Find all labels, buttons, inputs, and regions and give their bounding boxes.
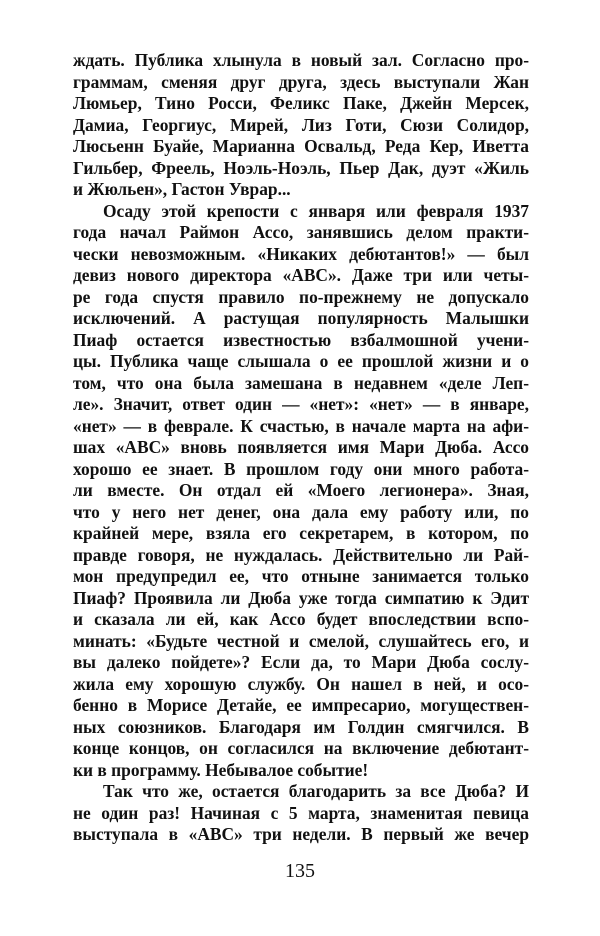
text-line: что у него нет денег, она дала ему работу или, по: [73, 501, 529, 522]
text-line: том, что она была замешана в недавнем «деле Леп-: [73, 372, 529, 393]
text-line: бенно в Морисе Детайе, ее импресарио, могуществен-: [73, 695, 529, 715]
text-line: Люмьер, Тино Росси, Феликс Паке, Джейн Мерсек,: [73, 93, 529, 113]
paragraph: [73, 781, 529, 846]
text-line: и сказала ли ей, как Ассо будет впоследствии вспо-: [73, 609, 529, 629]
text-line: конце концов, он согласился на включение дебютант-: [73, 738, 529, 758]
text-line: исключений. А растущая популярность Малышки: [73, 308, 529, 328]
text-line: и Жюльен», Гастон Уврар...: [73, 179, 291, 199]
text-line: ле». Значит, ответ один — «нет»: «нет» — в январе,: [73, 394, 529, 414]
text-line: девиз нового директора «АВС». Даже три или четы-: [73, 265, 529, 285]
text-line: цы. Публика чаще слышала о ее прошлой жизни и о: [73, 351, 529, 371]
text-line: ных союзников. Благодаря им Голдин смягчился. В: [73, 716, 529, 737]
text-line: граммам, сменяя друг друга, здесь выступали Жан: [73, 71, 529, 92]
text-line: Осаду этой крепости с января или февраля 1937: [103, 200, 529, 221]
text-line: шах «АВС» вновь появляется имя Мари Дюба. Ассо: [73, 437, 529, 457]
text-line: года начал Раймон Ассо, занявшись делом практи-: [73, 222, 529, 242]
text-line: Пиаф? Проявила ли Дюба уже тогда симпатию к Эдит: [73, 587, 529, 608]
text-line: ли вместе. Он отдал ей «Моего легионера». Зная,: [73, 480, 529, 500]
text-line: выступала в «АВС» три недели. В первый же вечер: [73, 824, 529, 844]
paragraph: [73, 50, 529, 201]
text-line: не один раз! Начиная с 5 марта, знаменитая певица: [73, 802, 529, 823]
paragraph: [73, 201, 529, 782]
text-line: Так что же, остается благодарить за все Дюба? И: [103, 781, 529, 801]
text-line: жила ему хорошую службу. Он нашел в ней, и осо-: [73, 673, 529, 694]
text-line: правде говоря, не нуждалась. Действительно ли Рай-: [73, 544, 529, 565]
text-line: чески невозможным. «Никаких дебютантов!» — был: [73, 243, 529, 264]
text-line: Гильбер, Фреель, Ноэль-Ноэль, Пьер Дак, дуэт «Жиль: [73, 157, 529, 178]
text-line: хорошо ее знает. В прошлом году они много работа-: [73, 458, 529, 479]
text-line: Дамиа, Георгиус, Мирей, Лиз Готи, Сюзи Солидор,: [73, 114, 529, 135]
text-line: вы далеко пойдете»? Если да, то Мари Дюба сослу-: [73, 652, 529, 672]
text-line: крайней мере, взяла его секретарем, в котором, по: [73, 523, 529, 543]
text-line: «нет» — в феврале. К счастью, в начале марта на афи-: [73, 415, 529, 436]
book-page-text: [73, 50, 529, 846]
text-line: минать: «Будьте честной и смелой, слушайтесь его, и: [73, 630, 529, 651]
text-line: мон предупредил ее, что отныне занимается только: [73, 566, 529, 586]
text-line: ждать. Публика хлынула в новый зал. Согласно про-: [73, 50, 529, 70]
page-number: 135: [285, 860, 315, 882]
text-line: ки в программу. Небывалое событие!: [73, 759, 369, 780]
text-line: Пиаф остается известностью взбалмошной учени-: [73, 329, 529, 350]
text-line: ре года спустя правило по-прежнему не допускало: [73, 286, 529, 307]
text-line: Люсьенн Буайе, Марианна Освальд, Реда Кер, Иветта: [73, 136, 529, 156]
